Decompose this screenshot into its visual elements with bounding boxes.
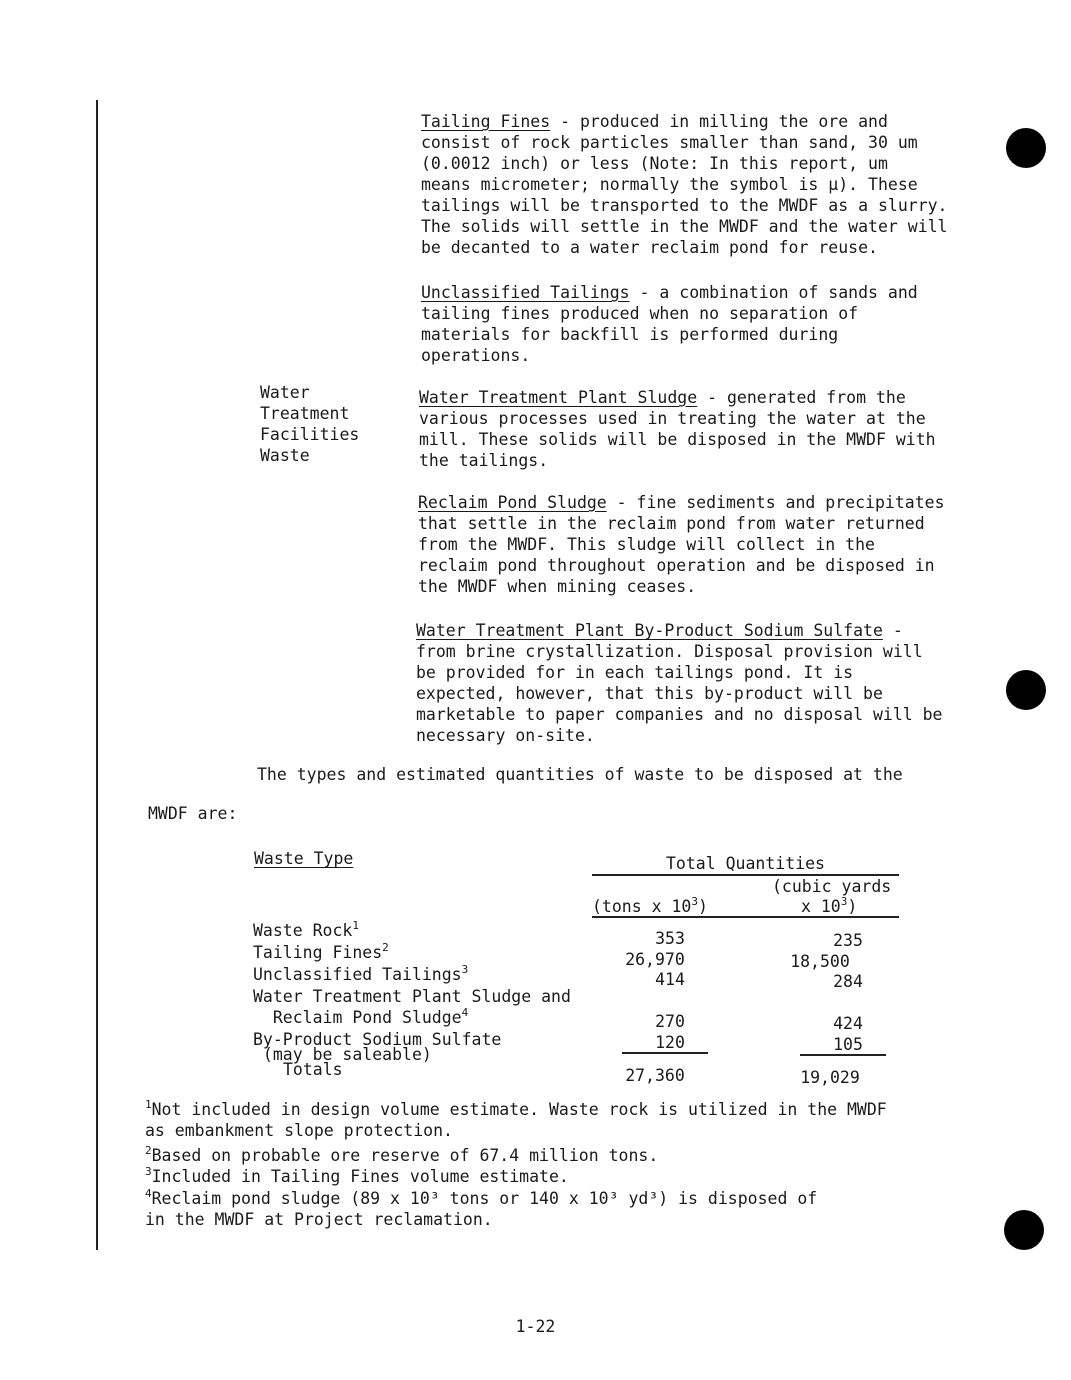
definition-term: Reclaim Pond Sludge bbox=[418, 493, 607, 512]
subtotal-rule-tons bbox=[622, 1052, 708, 1054]
table-row-label: Water Treatment Plant Sludge and bbox=[253, 987, 571, 1006]
table-row-label: Tailing Fines$^2$ bbox=[253, 941, 389, 962]
binder-hole-bottom bbox=[1004, 1210, 1044, 1250]
definition-text: - produced in milling the ore and consist of rock particles smaller than sand, 30 um (0.0012 inch) or less (Note: In this report, um means micrometer; normally the symbol is μ). These tailings will be transported to the MWDF as a slurry. The solids will settle in the MWDF and the water will be decanted to a water reclaim pond for reuse. bbox=[421, 112, 948, 257]
binder-hole-middle bbox=[1006, 670, 1046, 710]
group-header-total-quantities: Total Quantities bbox=[666, 854, 825, 873]
definition-reclaim-pond-sludge bbox=[418, 492, 945, 597]
definition-tailing-fines bbox=[421, 111, 948, 258]
table-cell-tons: 353 bbox=[655, 929, 685, 948]
definition-term: Water Treatment Plant Sludge bbox=[419, 388, 698, 407]
totals-tons: 27,360 bbox=[625, 1066, 685, 1085]
intro-line-2: MWDF are: bbox=[148, 804, 238, 823]
header-bottom-rule bbox=[592, 916, 899, 918]
footnote-3: $^3$Included in Tailing Fines volume estimate. bbox=[145, 1165, 569, 1186]
table-cell-cy: 105 bbox=[833, 1035, 863, 1054]
table-cell-cy: 235 bbox=[833, 931, 863, 950]
col-header-waste-type: Waste Type bbox=[254, 849, 354, 868]
col-header-cy-line1: (cubic yards bbox=[772, 877, 892, 896]
table-cell-tons: 270 bbox=[655, 1012, 685, 1031]
subtotal-rule-cy bbox=[800, 1054, 886, 1056]
definition-sodium-sulfate bbox=[416, 620, 943, 746]
definition-term: Tailing Fines bbox=[421, 112, 551, 131]
table-cell-cy: 18,500 bbox=[790, 952, 850, 971]
binder-hole-top bbox=[1006, 128, 1046, 168]
definition-text: - from brine crystallization. Disposal provision will be provided for in each tailings pond. It is expected, however, that this by-product will be marketable to paper companies and no disposal will be necessary on-site. bbox=[416, 621, 943, 745]
table-row-label: (may be saleable) bbox=[253, 1045, 432, 1064]
totals-cy: 19,029 bbox=[800, 1068, 860, 1087]
definition-unclassified-tailings bbox=[421, 282, 918, 366]
footnote-1: $^1$Not included in design volume estimate. Waste rock is utilized in the MWDF as embankment slope protection. bbox=[145, 1098, 887, 1140]
revision-margin-bar bbox=[96, 100, 98, 1250]
footnote-2: $^2$Based on probable ore reserve of 67.4 million tons. bbox=[145, 1144, 659, 1165]
totals-label: Totals bbox=[283, 1060, 343, 1079]
definition-text: - fine sediments and precipitates that settle in the reclaim pond from water returned from the MWDF. This sludge will collect in the reclaim pond throughout operation and be disposed in the MWDF when mining ceases. bbox=[418, 493, 945, 596]
intro-line-1: The types and estimated quantities of waste to be disposed at the bbox=[257, 765, 903, 784]
definition-term: Water Treatment Plant By-Product Sodium Sulfate bbox=[416, 621, 883, 640]
col-header-cy-line2: x $10^3$) bbox=[801, 895, 858, 916]
table-row-label: By-Product Sodium Sulfate bbox=[253, 1030, 502, 1049]
definition-term: Unclassified Tailings bbox=[421, 283, 630, 302]
col-header-tons: (tons x $10^3$) bbox=[592, 895, 708, 916]
definition-text: - a combination of sands and tailing fines produced when no separation of materials for backfill is performed during operations. bbox=[421, 283, 918, 365]
definition-water-treatment-plant-sludge bbox=[419, 387, 936, 471]
footnote-4: $^4$Reclaim pond sludge (89 x 10³ tons or 140 x 10³ yd³) is disposed of in the MWDF at Project reclamation. bbox=[145, 1187, 818, 1229]
page-number: 1-22 bbox=[515, 1317, 556, 1336]
definition-text: - generated from the various processes used in treating the water at the mill. These solids will be disposed in the MWDF with the tailings. bbox=[419, 388, 936, 470]
table-cell-tons: 120 bbox=[655, 1033, 685, 1052]
table-cell-cy: 424 bbox=[833, 1014, 863, 1033]
table-cell-cy: 284 bbox=[833, 972, 863, 991]
side-heading: Water Treatment Facilities Waste bbox=[260, 383, 360, 465]
table-row-label: Reclaim Pond Sludge$^4$ bbox=[253, 1006, 469, 1027]
table-cell-tons: 26,970 bbox=[625, 950, 685, 969]
table-row-label: Unclassified Tailings$^3$ bbox=[253, 963, 469, 984]
table-row-label: Waste Rock$^1$ bbox=[253, 919, 359, 940]
table-cell-tons: 414 bbox=[655, 970, 685, 989]
